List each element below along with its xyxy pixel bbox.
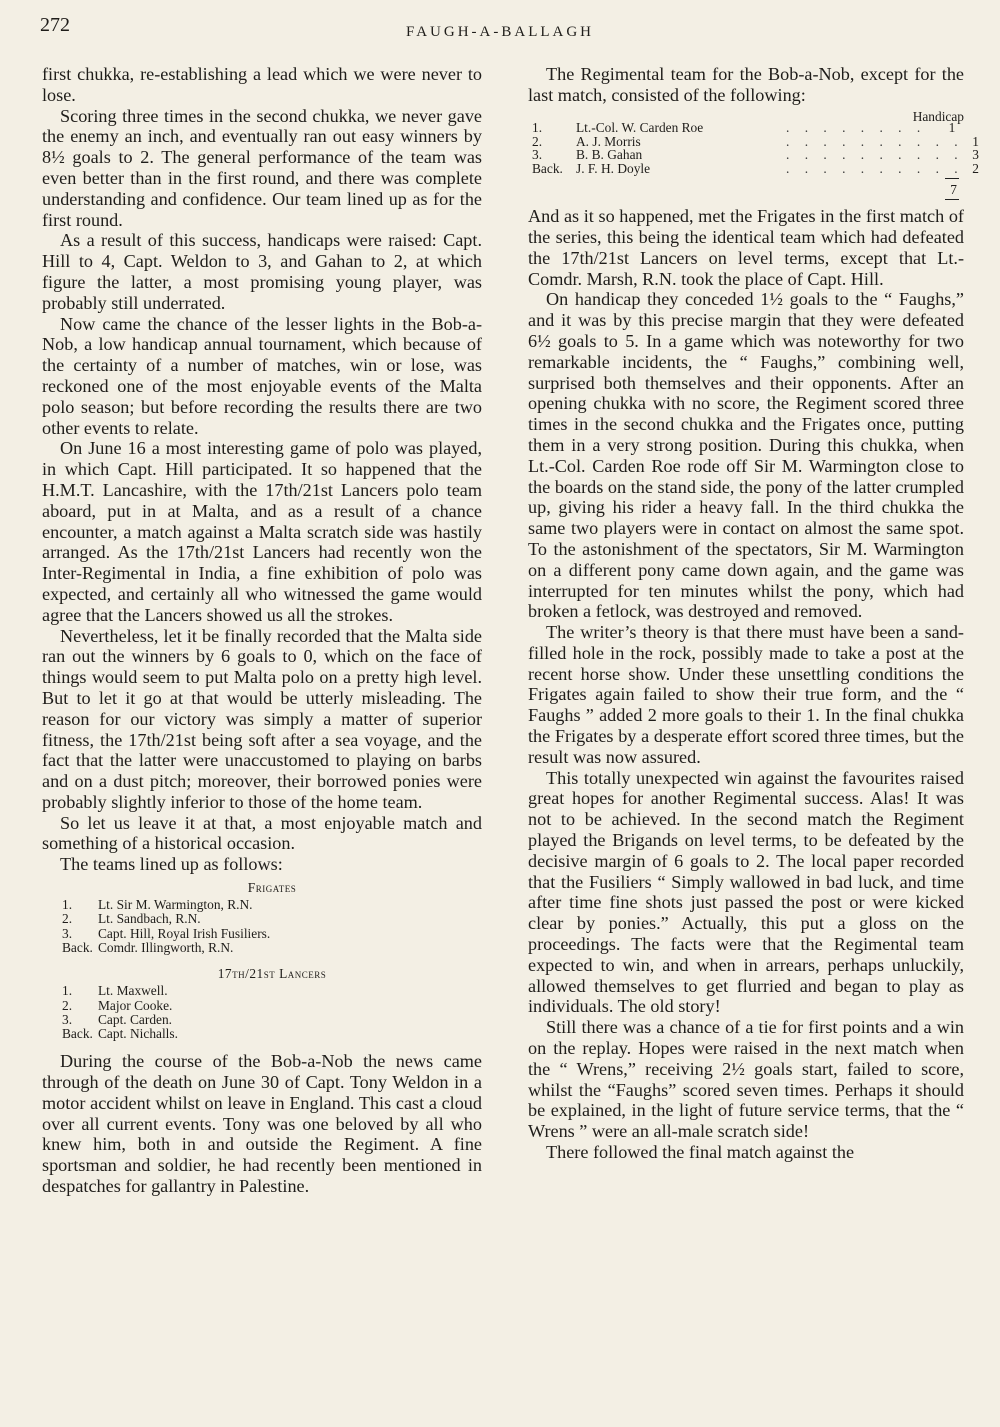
player-name: Lt. Sandbach, R.N.	[98, 911, 201, 927]
handicap-row	[532, 160, 979, 176]
player-name: Lt. Sir M. Warmington, R.N.	[98, 897, 253, 913]
handicap-row	[532, 147, 979, 163]
paragraph: On handicap they conceded 1½ goals to the “ Faughs,” and it was by this precise margin that they were defeated 6½ goals to 5. In a game which was noteworthy for two remarkable incidents, the “ Faughs,” combining well, surprised both themselves and their opponents. After an opening chukka with no score, the Regiment scored three times in the second chukka and the Frigates once, putting them in a very strong position. During this chukka, when Lt.-Col. Carden Roe rode off Sir M. Warmington close to the boards on the stand side, the pony of the latter crumpled up, giving his rider a heavy fall. In the third chukka the same two players were in contact on almost the same spot. To the astonishment of the spectators, Sir M. Warmington on a different pony came down again, and the game was interrupted for ten minutes whilst the pony, which had broken a fetlock, was destroyed and removed.	[528, 289, 964, 622]
position: 3.	[62, 1011, 73, 1027]
position: 1.	[62, 897, 73, 913]
frigates-team-list	[62, 881, 482, 1041]
paragraph: As a result of this success, handicaps were raised: Capt. Hill to 4, Capt. Weldon to 3, and Gahan to 2, at which figure the latter, a most promising young player, was probably still underrated.	[42, 230, 482, 313]
position: 3.	[62, 925, 73, 941]
page-number: 272	[40, 14, 70, 36]
leader-dots: . . . . . . . .	[786, 120, 927, 136]
handicap-heading: Handicap	[912, 108, 964, 124]
handicap-value: 3	[972, 147, 979, 163]
running-title: FAUGH-A-BALLAGH	[405, 24, 595, 40]
paragraph: There followed the final match against the	[546, 1142, 855, 1163]
player-name: Capt. Hill, Royal Irish Fusiliers.	[98, 925, 271, 941]
handicap-value: 2	[972, 160, 979, 176]
player-name: Capt. Carden.	[98, 1011, 173, 1027]
leader-dots: . . . . . . . . . .	[786, 133, 964, 149]
handicap-total: 7	[950, 181, 957, 197]
position: 2.	[62, 911, 73, 927]
leader-dots: . . . . . . . . . .	[786, 147, 964, 163]
position: 1.	[62, 983, 73, 999]
paragraph: This totally unexpected win against the favourites raised great hopes for another Regimental success. Alas! It was not to be achieved. In the second match the Regiment played the Brigands on level terms, to be defeated by the decisive margin of 6 goals to 2. The local paper recorded that the Fusiliers “ Simply wallowed in bad luck, and time after time fine shots just passed the post or were kicked clear by ponies.” Actually, this put a gloss on the proceedings. The facts were that the Regimental team expected to win, and when in arrears, perhaps unluckily, allowed themselves to get flurried and began to play as individuals. The old story!	[528, 767, 964, 1017]
handicap-table	[532, 108, 979, 201]
player-name: Lt.-Col. W. Carden Roe	[576, 120, 704, 136]
position: 1.	[532, 120, 543, 136]
team-row	[62, 898, 482, 912]
team-heading: Frigates	[247, 880, 297, 896]
paragraph: The Regimental team for the Bob-a-Nob, except for the last match, consisted of the following:	[528, 64, 964, 105]
paragraph: During the course of the Bob-a-Nob the news came through of the death on June 30 of Capt. Tony Weldon in a motor accident whilst on leave in England. This cast a cloud over all current events. Tony was one beloved by all who knew him, both in and outside the Regiment. A fine sportsman and soldier, he had recently been mentioned in despatches for gallantry in Palestine.	[42, 1051, 482, 1196]
paragraph: first chukka, re-establishing a lead which we were never to lose.	[42, 64, 482, 105]
left-column	[42, 64, 482, 1197]
team-row	[62, 927, 482, 941]
paragraph: The teams lined up as follows:	[60, 854, 283, 875]
position: Back.	[62, 1025, 93, 1041]
paragraph: The writer’s theory is that there must have been a sand-filled hole in the rock, possibly made to take a post at the recent horse show. Under these unsettling conditions the Frigates again failed to show their true form, and the “ Faughs ” added 2 more goals to their 1. In the final chukka the Frigates by a desperate effort scored three times, but the result was now assured.	[528, 622, 964, 767]
position: 2.	[62, 997, 73, 1013]
paragraph: Still there was a chance of a tie for first points and a win on the replay. Hopes were raised in the next match when the “ Wrens,” receiving 2½ goals start, failed to score, whilst the “Faughs” scored seven times. Perhaps it should be explained, in the light of future service terms, that the “ Wrens ” were an all-male scratch side!	[528, 1017, 964, 1142]
paragraph: On June 16 a most interesting game of polo was played, in which Capt. Hill participated. It so happened that the H.M.T. Lancashire, with the 17th/21st Lancers polo team aboard, put in at Malta, and as a result of a chance encounter, a match against a Malta scratch side was hastily arranged. As the 17th/21st Lancers had recently won the Inter-Regimental in India, a fine exhibition of polo was expected, and certainly all who witnessed the game would agree that the Lancers showed us all the strokes.	[42, 438, 482, 625]
team-heading: 17th/21st Lancers	[217, 966, 327, 982]
player-name: Comdr. Illingworth, R.N.	[98, 939, 234, 955]
sum-rule	[532, 178, 964, 179]
team-row	[62, 999, 482, 1013]
sum-rule	[532, 196, 964, 200]
team-row	[62, 1013, 482, 1027]
paragraph: Scoring three times in the second chukka, we never gave the enemy an inch, and eventually ran out easy winners by 8½ goals to 2. The general performance of the team was even better than in the first round, and there was complete understanding and confidence. Our team lined up as for the first round.	[42, 105, 482, 230]
right-column	[528, 64, 979, 1163]
position: Back.	[62, 939, 93, 955]
handicap-row	[532, 121, 964, 135]
handicap-row	[532, 133, 979, 149]
position: Back.	[532, 160, 563, 176]
paragraph: Nevertheless, let it be finally recorded that the Malta side ran out the winners by 6 goals to 0, which on the face of things would seem to put Malta polo on a pretty high level. But to let it go at that would be utterly misleading. The reason for our victory was simply a matter of superior fitness, the 17th/21st being soft after a sea voyage, and the fact that the latter were unaccustomed to playing on barbs and on a dust pitch; moreover, their borrowed ponies were probably slightly inferior to those of the home team.	[42, 625, 482, 812]
team-row	[62, 941, 482, 955]
handicap-value: 1	[972, 133, 979, 149]
position: 3.	[532, 147, 543, 163]
leader-dots: . . . . . . . . . .	[786, 160, 964, 176]
player-name: B. B. Gahan	[576, 147, 643, 163]
handicap-value: 1	[948, 120, 956, 136]
player-name: Major Cooke.	[98, 997, 173, 1013]
paragraph: And as it so happened, met the Frigates in the first match of the series, this being the identical team which had defeated the 17th/21st Lancers on level terms, except that Lt.-Comdr. Marsh, R.N. took the place of Capt. Hill.	[528, 206, 964, 289]
team-row	[62, 984, 482, 998]
player-name: Capt. Nichalls.	[98, 1025, 178, 1041]
player-name: J. F. H. Doyle	[576, 160, 651, 176]
paragraph: Now came the chance of the lesser lights in the Bob-a-Nob, a low handicap annual tournament, which because of the certainty of a number of matches, win or lose, was reckoned one of the most enjoyable events of the Malta polo season; but before recording the results there are two other events to relate.	[42, 313, 482, 438]
team-row	[62, 912, 482, 926]
player-name: Lt. Maxwell.	[98, 983, 168, 999]
player-name: A. J. Morris	[576, 133, 641, 149]
paragraph: So let us leave it at that, a most enjoyable match and something of a historical occasion.	[42, 812, 482, 854]
position: 2.	[532, 133, 543, 149]
team-row	[62, 1027, 482, 1041]
